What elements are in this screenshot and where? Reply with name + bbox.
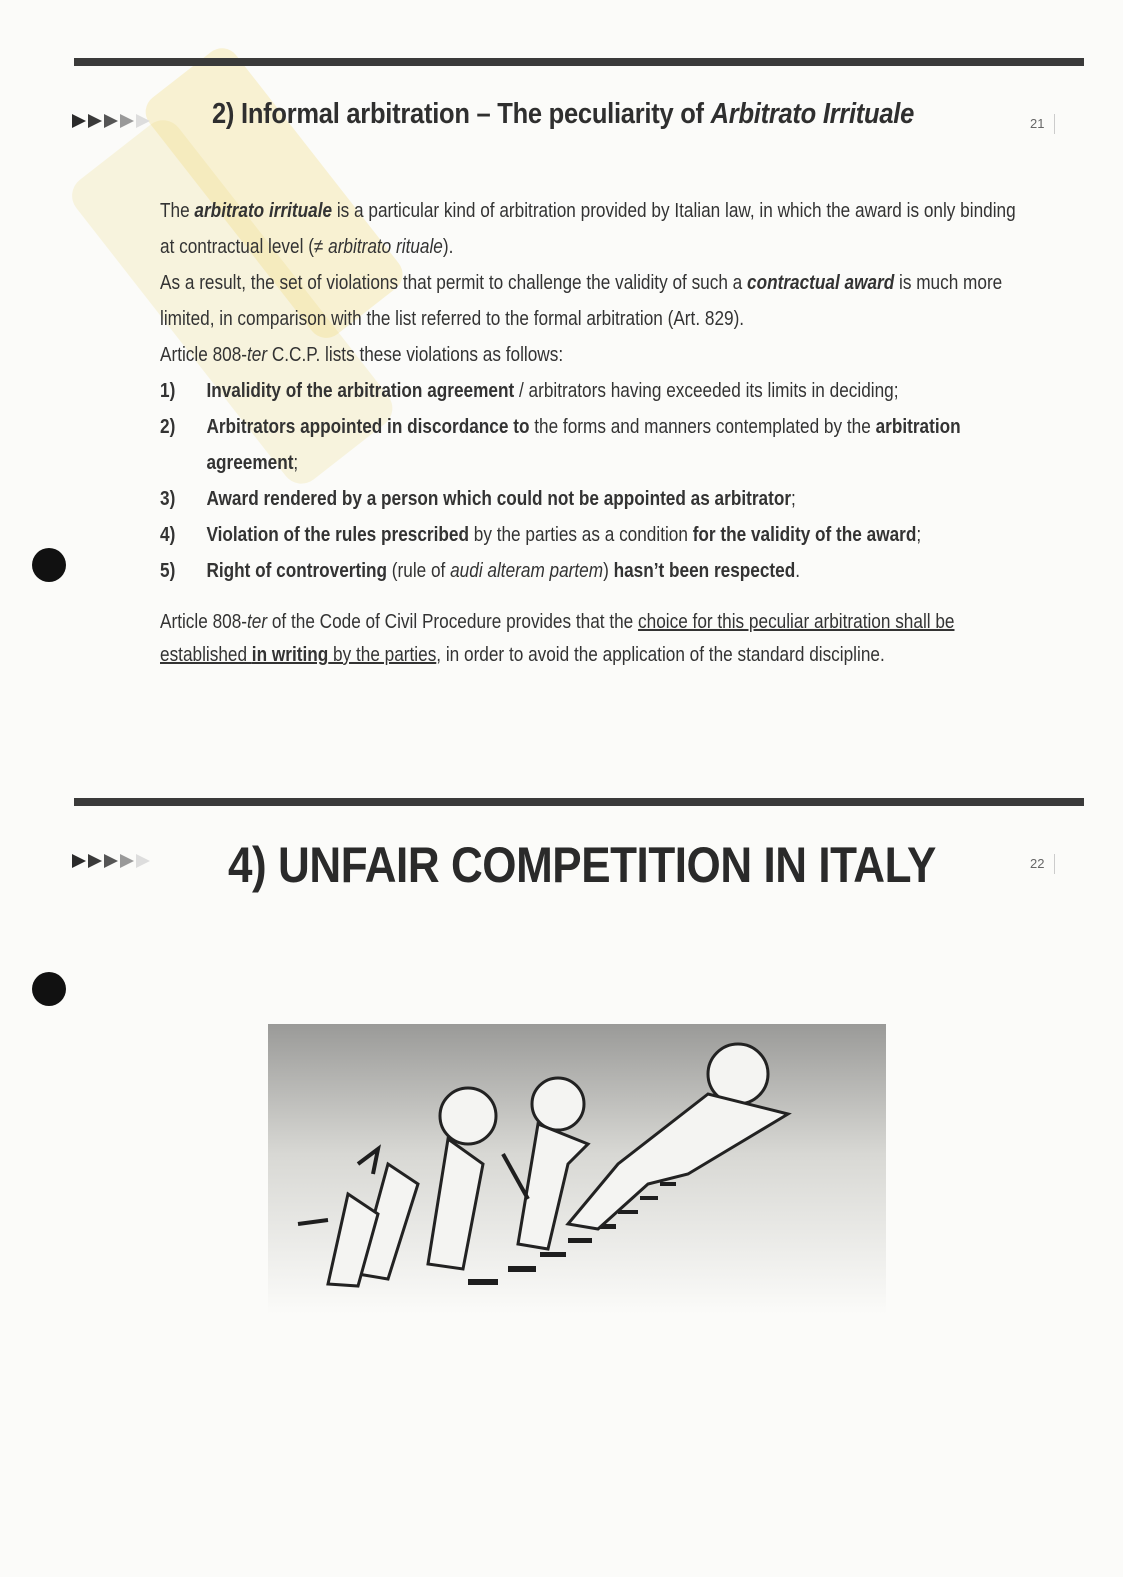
- list-item: 2) Arbitrators appointed in discordance to the forms and manners contemplated by the arbitration agreement;: [160, 416, 961, 474]
- list-item: 1) Invalidity of the arbitration agreement / arbitrators having exceeded its limits in deciding;: [160, 380, 899, 402]
- page-number: 21: [1030, 116, 1045, 131]
- closing-paragraph: Article 808-ter of the Code of Civil Procedure provides that the choice for this peculiar arbitration shall be established in writing by the parties, in order to avoid the application of the standard discipline.: [160, 611, 955, 666]
- slide-title: 4) UNFAIR COMPETITION IN ITALY: [228, 837, 936, 893]
- paragraph: The arbitrato irrituale is a particular kind of arbitration provided by Italian law, in which the award is only binding at contractual level (≠ arbitrato rituale).: [160, 200, 1016, 258]
- binder-hole: [32, 548, 66, 582]
- slide-22: [0, 790, 1123, 1577]
- list-item: 4) Violation of the rules prescribed by the parties as a condition for the validity of the award;: [160, 524, 922, 546]
- violations-list: [160, 373, 1020, 589]
- slide-title: 2) Informal arbitration – The peculiarity of Arbitrato Irrituale: [212, 98, 915, 130]
- paragraph: Article 808-ter C.C.P. lists these violations as follows:: [160, 344, 564, 366]
- list-item: 3) Award rendered by a person which could not be appointed as arbitrator;: [160, 488, 796, 510]
- list-item: 5) Right of controverting (rule of audi alteram partem) hasn’t been respected.: [160, 560, 801, 582]
- slide-top-rule: [74, 798, 1084, 806]
- slide-top-rule: [74, 58, 1084, 66]
- binder-hole: [32, 972, 66, 1006]
- page-number: 22: [1030, 856, 1045, 871]
- slide-body: [160, 193, 1020, 589]
- paragraph: As a result, the set of violations that permit to challenge the validity of such a contractual award is much more limited, in comparison with the list referred to the formal arbitration (Art. 829).: [160, 272, 1003, 330]
- triple-arrow-icon: [72, 852, 152, 870]
- triple-arrow-icon: [72, 112, 152, 130]
- runners-race-illustration: [268, 1024, 886, 1314]
